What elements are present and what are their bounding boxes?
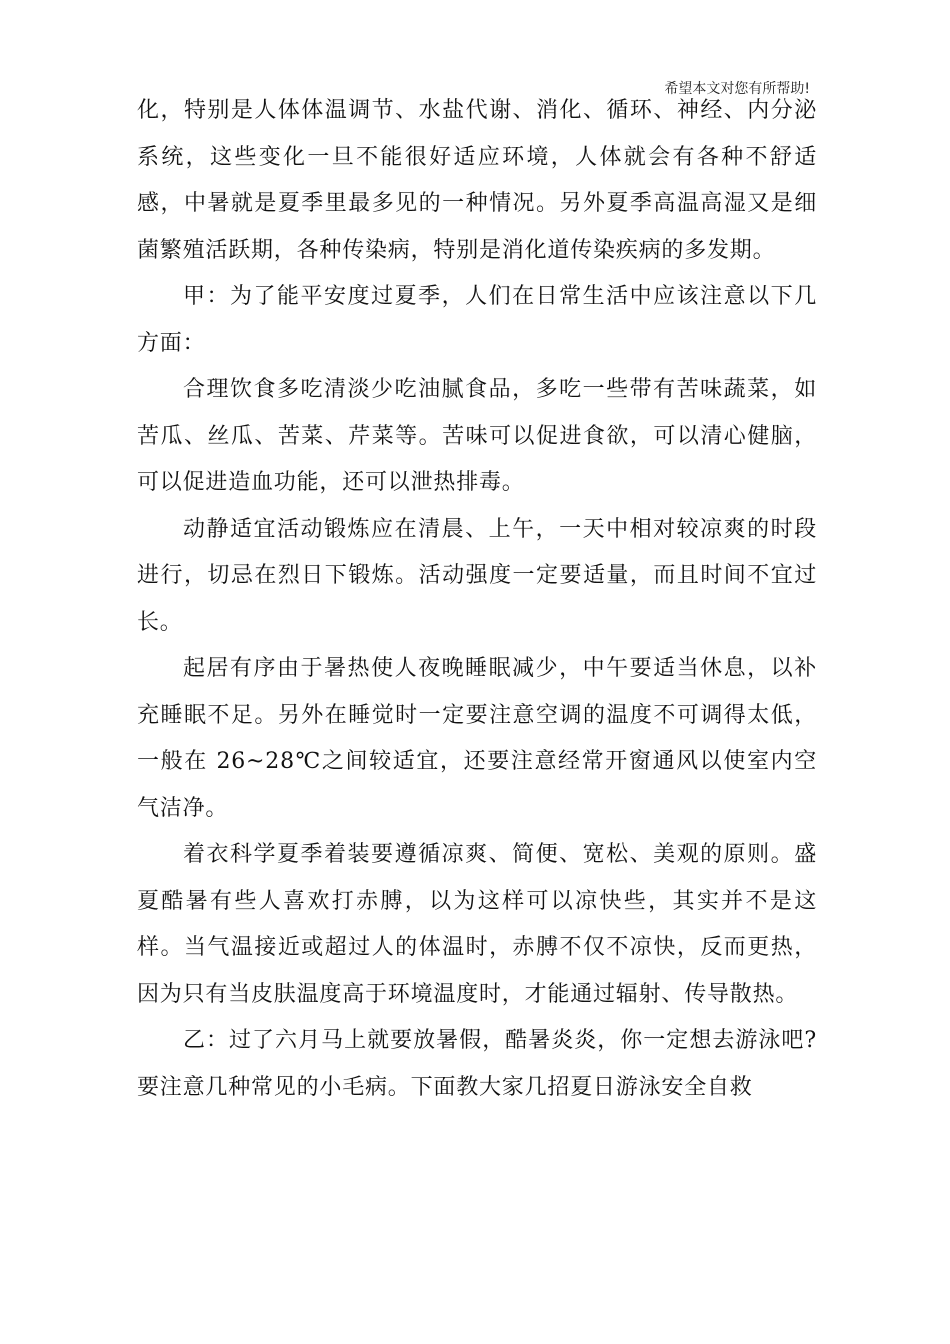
- document-body: [137, 88, 817, 1111]
- paragraph-continued: 化，特别是人体体温调节、水盐代谢、消化、循环、神经、内分泌系统，这些变化一旦不能很好适应环境，人体就会有各种不舒适感，中暑就是夏季里最多见的一种情况。另外夏季高温高湿又是细菌繁殖活跃期，各种传染病，特别是消化道传染疾病的多发期。: [137, 98, 817, 263]
- paragraph-jia-intro: 甲：为了能平安度过夏季，人们在日常生活中应该注意以下几方面：: [137, 284, 817, 356]
- paragraph-yi-swimming: 乙：过了六月马上就要放暑假，酷暑炎炎，你一定想去游泳吧?要注意几种常见的小毛病。下面教大家几招夏日游泳安全自救: [137, 1028, 817, 1100]
- paragraph-sleep: 起居有序由于暑热使人夜晚睡眠减少，中午要适当休息，以补充睡眠不足。另外在睡觉时一定要注意空调的温度不可调得太低，一般在 26~28℃之间较适宜，还要注意经常开窗通风以使室内空气洁净。: [137, 656, 817, 821]
- paragraph-exercise: 动静适宜活动锻炼应在清晨、上午，一天中相对较凉爽的时段进行，切忌在烈日下锻炼。活动强度一定要适量，而且时间不宜过长。: [137, 516, 817, 635]
- watermark-text: 希望本文对您有所帮助!: [664, 81, 810, 97]
- paragraph-diet: 合理饮食多吃清淡少吃油腻食品，多吃一些带有苦味蔬菜，如苦瓜、丝瓜、苦菜、芹菜等。苦味可以促进食欲，可以清心健脑，可以促进造血功能，还可以泄热排毒。: [137, 377, 817, 495]
- paragraph-clothing: 着衣科学夏季着装要遵循凉爽、简便、宽松、美观的原则。盛夏酷暑有些人喜欢打赤膊，以为这样可以凉快些，其实并不是这样。当气温接近或超过人的体温时，赤膊不仅不凉快，反而更热，因为只有当皮肤温度高于环境温度时，才能通过辐射、传导散热。: [137, 842, 817, 1007]
